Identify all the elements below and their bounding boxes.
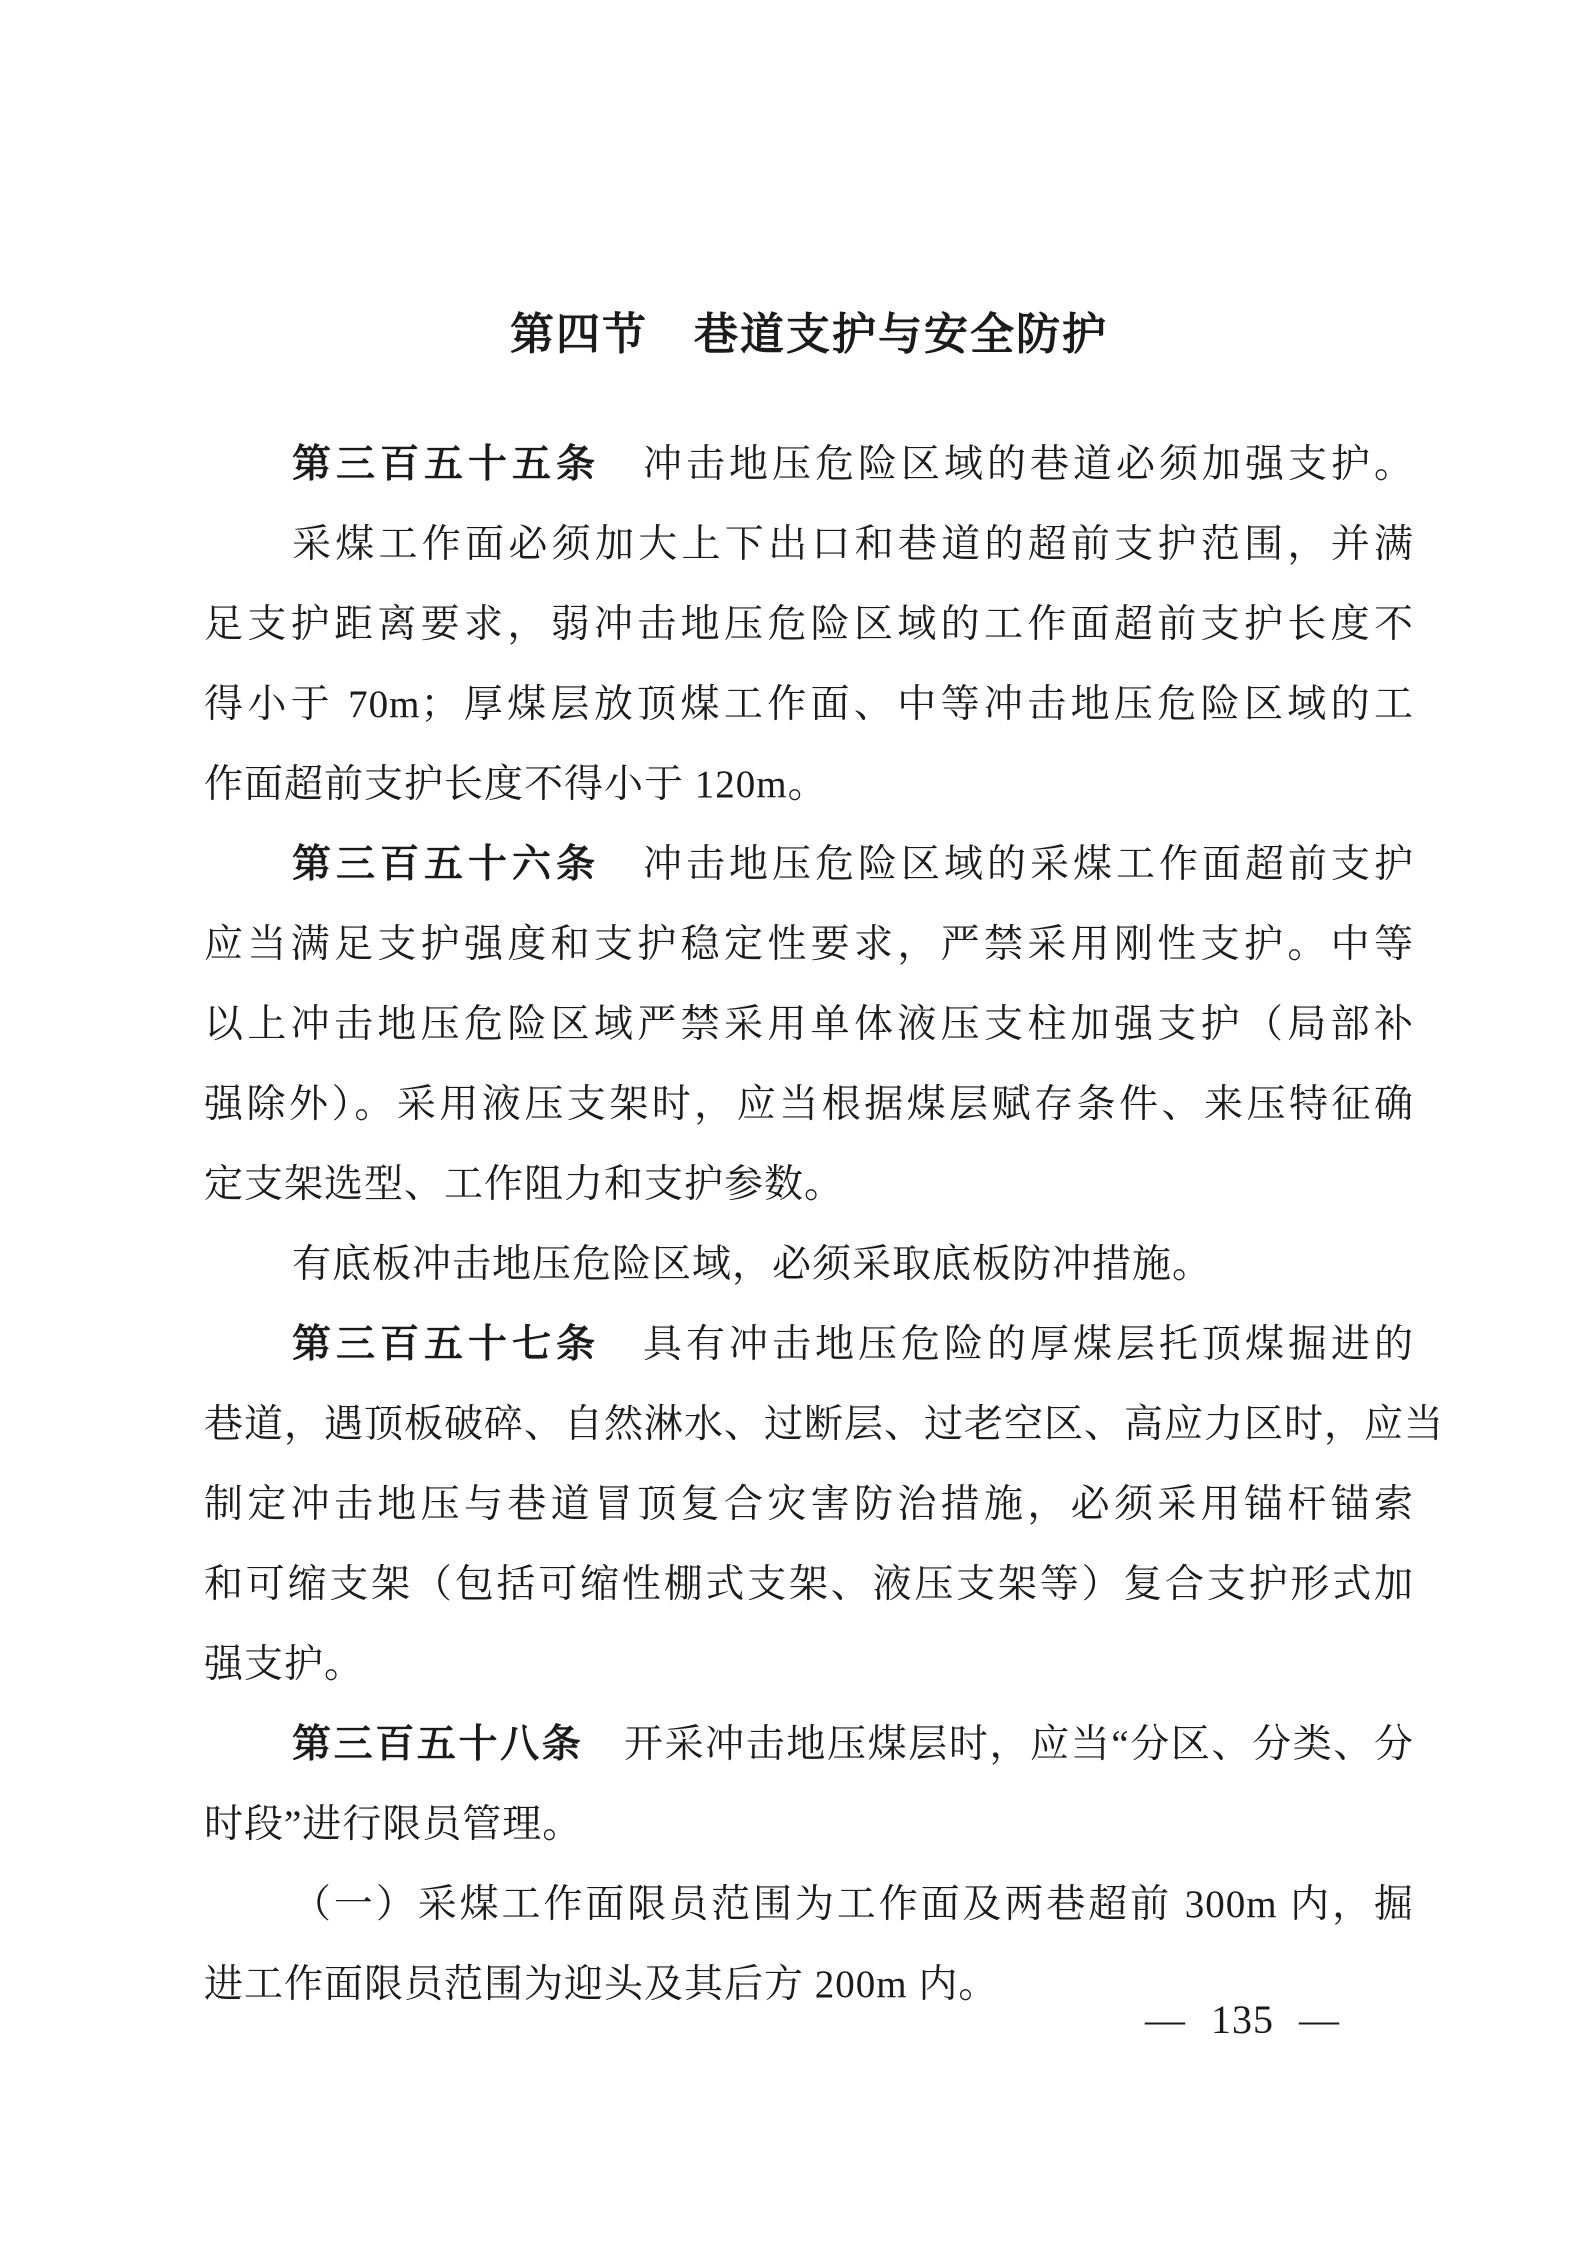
section-title: 第四节 巷道支护与安全防护 xyxy=(510,310,1108,359)
body-line: 进工作面限员范围为迎头及其后方 200m 内。 xyxy=(204,1963,999,2006)
article-number: 第三百五十八条 xyxy=(292,1723,584,1766)
body-line: （一）采煤工作面限员范围为工作面及两巷超前 300m 内，掘 xyxy=(292,1883,1414,1926)
article-number: 第三百五十六条 xyxy=(292,843,600,886)
body-line: 定支架选型、工作阻力和支护参数。 xyxy=(204,1163,845,1206)
body-line: 制定冲击地压与巷道冒顶复合灾害防治措施，必须采用锚杆锚索 xyxy=(204,1483,1414,1526)
article-number: 第三百五十五条 xyxy=(292,443,600,486)
body-line: 得小于 70m；厚煤层放顶煤工作面、中等冲击地压危险区域的工 xyxy=(204,683,1414,726)
body-line: 第三百五十八条 开采冲击地压煤层时，应当“分区、分类、分 xyxy=(292,1723,1414,1766)
body-line: 作面超前支护长度不得小于 120m。 xyxy=(204,763,828,806)
body-line: 巷道，遇顶板破碎、自然淋水、过断层、过老空区、高应力区时，应当 xyxy=(204,1403,1445,1446)
body-line: 有底板冲击地压危险区域，必须采取底板防冲措施。 xyxy=(292,1243,1213,1286)
body-line: 第三百五十七条 具有冲击地压危险的厚煤层托顶煤掘进的 xyxy=(292,1323,1414,1366)
body-line: 第三百五十五条 冲击地压危险区域的巷道必须加强支护。 xyxy=(292,443,1414,486)
body-line: 时段”进行限员管理。 xyxy=(204,1803,583,1846)
body-line: 强除外）。采用液压支架时，应当根据煤层赋存条件、来压特征确 xyxy=(204,1083,1414,1126)
body-line: 采煤工作面必须加大上下出口和巷道的超前支护范围，并满 xyxy=(292,523,1414,566)
body-line: 和可缩支架（包括可缩性棚式支架、液压支架等）复合支护形式加 xyxy=(204,1563,1414,1606)
document-body xyxy=(204,425,1445,2025)
body-line: 以上冲击地压危险区域严禁采用单体液压支柱加强支护（局部补 xyxy=(204,1003,1414,1046)
page-number: — 135 — xyxy=(1145,1997,1340,2042)
body-line: 足支护距离要求，弱冲击地压危险区域的工作面超前支护长度不 xyxy=(204,603,1414,646)
article-number: 第三百五十七条 xyxy=(292,1323,600,1366)
body-line: 应当满足支护强度和支护稳定性要求，严禁采用刚性支护。中等 xyxy=(204,923,1414,966)
body-line: 第三百五十六条 冲击地压危险区域的采煤工作面超前支护 xyxy=(292,843,1414,886)
body-line: 强支护。 xyxy=(204,1643,365,1686)
